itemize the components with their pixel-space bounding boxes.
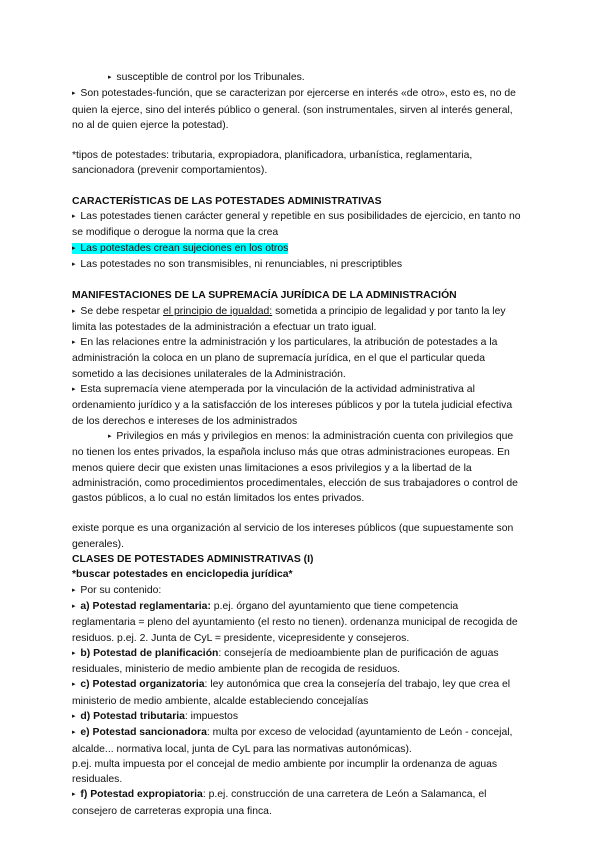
list-item: ▸ c) Potestad organizatoria: ley autonómica que crea la consejería del trabajo, ley que crea el ministerio de medio ambiente, alcalde estableciendo concejalías — [72, 679, 511, 707]
heading-clases: CLASES DE POTESTADES ADMINISTRATIVAS (I) — [72, 554, 314, 566]
paragraph-existe: existe porque es una organización al servicio de los intereses públicos (que supuestamente son generales). — [72, 523, 514, 550]
bullet-icon: ▸ — [72, 602, 76, 610]
list-item: ▸ f) Potestad expropiatoria: p.ej. construcción de una carretera de León a Salamanca, el consejero de carreteras expropia una finca. — [72, 789, 487, 817]
bullet-icon: ▸ — [72, 244, 76, 252]
bullet-icon: ▸ — [72, 729, 76, 737]
paragraph-tipos: *tipos de potestades: tributaria, expropiadora, planificadora, urbanística, reglamentaria, sancionadora (prevenir comportamientos). — [72, 150, 473, 177]
list-item: ▸ a) Potestad reglamentaria: p.ej. órgano del ayuntamiento que tiene competencia reglamentaria = pleno del ayuntamiento (el resto no tienen). ordenanza municipal de recogida de residuos. p.ej. 2. Junta de CyL = presidente, vicepresidente y consejeros. — [72, 600, 518, 644]
document-body — [72, 70, 524, 819]
list-item: ▸ Por su contenido: — [72, 584, 162, 596]
list-item — [72, 241, 524, 257]
bullet-icon: ▸ — [72, 260, 76, 268]
bullet-icon: ▸ — [72, 586, 76, 594]
bullet-icon: ▸ — [72, 386, 76, 394]
heading-buscar: *buscar potestades en enciclopedia jurídica* — [72, 569, 293, 581]
list-item: ▸ Las potestades no son transmisibles, ni renunciables, ni prescriptibles — [72, 258, 403, 270]
list-item: ▸ e) Potestad sancionadora: multa por exceso de velocidad (ayuntamiento de León - concejal, alcalde... normativa local, junta de CyL para las normativas autonómicas). — [72, 727, 513, 755]
heading-manifestaciones: MANIFESTACIONES DE LA SUPREMACÍA JURÍDICA DE LA ADMINISTRACIÓN — [72, 290, 457, 302]
bullet-icon: ▸ — [72, 307, 76, 315]
bullet-icon: ▸ — [72, 681, 76, 689]
bullet-icon: ▸ — [72, 339, 76, 347]
list-item: ▸ b) Potestad de planificación: consejería de medioambiente plan de purificación de aguas residuales, ministerio de medio ambiente plan de recogida de residuos. — [72, 647, 499, 676]
highlighted-text: ▸ Las potestades crean sujeciones en los otros — [72, 242, 289, 254]
list-item: ▸ Esta supremacía viene atemperada por la vinculación de la actividad administrativa al ordenamiento jurídico y a la satisfacción de los intereses públicos y por la tutela judicial efectiva de los derechos e intereses de los administrados — [72, 384, 513, 427]
bullet-icon: ▸ — [72, 791, 76, 799]
list-item: ▸ d) Potestad tributaria: impuestos — [72, 710, 239, 722]
paragraph-multa: p.ej. multa impuesta por el concejal de medio ambiente por incumplir la ordenanza de aguas residuales. — [72, 758, 498, 786]
list-item: ▸ Son potestades-función, que se caracterizan por ejercerse en interés «de otro», esto es, no de quien la ejerce, sino del interés público o general. (son instrumentales, sirven al interés general, no al de quien ejerce la potestad). — [72, 88, 516, 131]
list-item: ▸ En las relaciones entre la administración y los particulares, la atribución de potestades a la administración la coloca en un plano de supremacía jurídica, en el que el particular queda sometido a las decisiones unilaterales de la Administración. — [72, 337, 498, 380]
bullet-icon: ▸ — [72, 649, 76, 657]
heading-caracteristicas: CARACTERÍSTICAS DE LAS POTESTADES ADMINISTRATIVAS — [72, 195, 382, 207]
list-item: ▸ Las potestades tienen carácter general y repetible en sus posibilidades de ejercicio, en tanto no se modifique o derogue la norma que la crea — [72, 211, 521, 239]
bullet-icon: ▸ — [72, 712, 76, 720]
list-item: ▸ Se debe respetar el principio de igualdad: sometida a principio de legalidad y por tanto la ley limita las potestades de la administración a efectuar un trato igual. — [72, 305, 506, 333]
underlined-text: el principio de igualdad: — [163, 305, 273, 317]
bullet-icon: ▸ — [108, 432, 112, 440]
bullet-icon: ▸ — [72, 213, 76, 221]
list-item: ▸ Privilegios en más y privilegios en menos: la administración cuenta con privilegios que no tienen los entes privados, la española incluso más que otras administraciones europeas. En menos quiere decir que existen unas limitaciones a esos privilegios y a la libertad de la administración, como procedimientos procedimentales, elección de sus trabajadores o control de gastos públicos, a lo cual no están limitados los entes privados. — [72, 430, 518, 505]
list-item: ▸ susceptible de control por los Tribunales. — [108, 72, 305, 83]
bullet-icon: ▸ — [108, 74, 112, 81]
bullet-icon: ▸ — [72, 90, 76, 98]
